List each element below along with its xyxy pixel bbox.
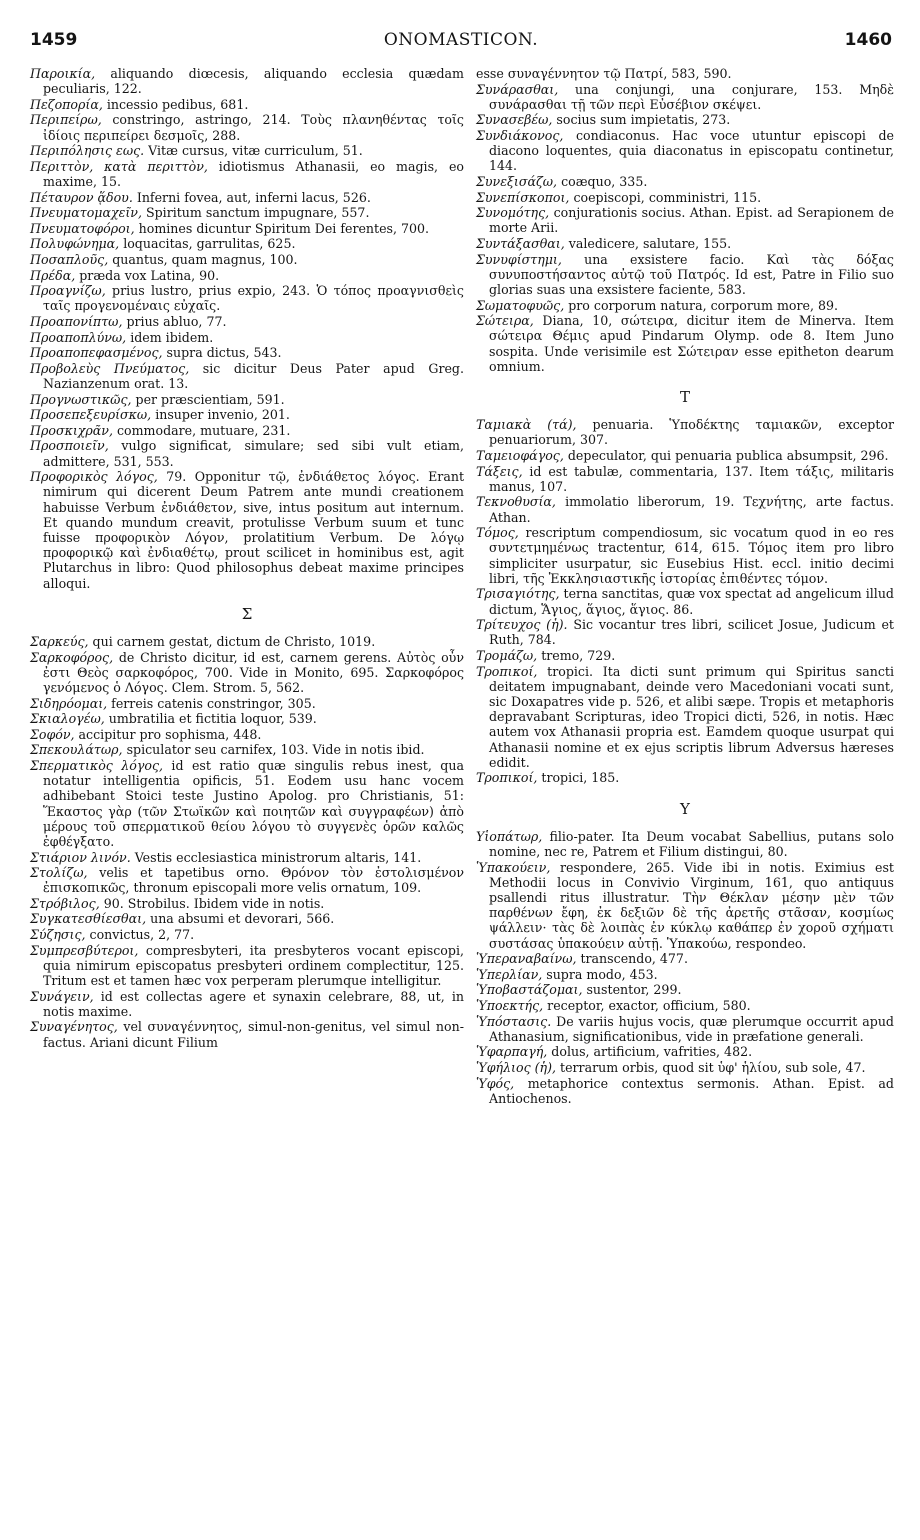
entry-lemma: Πολυφώνημα, xyxy=(30,236,120,252)
entry-definition: Sic vocantur tres libri, scilicet Josue, Judicum et Ruth, 784. xyxy=(489,617,894,648)
entry-definition: filio-pater. Ita Deum vocabat Sabellius, putans solo nomine, nec re, Patrem et Filium distingui, 80. xyxy=(489,828,894,859)
section-letter: T xyxy=(679,387,690,406)
entry-definition: constringo, astringo, 214. Τοὺς πλανηθέντας τοῖς ἰδίοις περιπείρει δεσμοῖς, 288. xyxy=(43,112,464,143)
entry-lemma: Προσεπεξευρίσκω, xyxy=(30,407,152,423)
dictionary-entry xyxy=(30,112,464,142)
entry-lemma: Προαποπεφασμένος, xyxy=(30,345,163,361)
entry-lemma: Παροικία, xyxy=(30,66,96,81)
dictionary-entry xyxy=(476,174,894,189)
dictionary-entry xyxy=(30,221,464,236)
dictionary-entry xyxy=(476,494,894,524)
entry-definition: aliquando diœcesis, aliquando ecclesia quædam peculiaris, 122. xyxy=(43,66,464,97)
entry-definition: sustentor, 299. xyxy=(582,982,682,998)
entry-definition: ferreis catenis constringor, 305. xyxy=(107,695,316,711)
dictionary-entry xyxy=(30,438,464,468)
entry-definition: dolus, artificium, vafrities, 482. xyxy=(547,1044,753,1060)
entry-lemma: Σύζησις, xyxy=(30,927,86,943)
dictionary-entry xyxy=(476,252,894,298)
dictionary-entry xyxy=(30,345,464,360)
dictionary-entry xyxy=(476,298,894,313)
dictionary-entry xyxy=(476,313,894,374)
dictionary-entry xyxy=(30,268,464,283)
entry-definition: socius sum impietatis, 273. xyxy=(552,112,731,128)
entry-lemma: Σπερματικὸς λόγος, xyxy=(30,757,163,773)
left-column xyxy=(30,66,464,1050)
entry-lemma: Σπεκουλάτωρ, xyxy=(30,742,123,758)
entry-lemma: Πνευματομαχεῖν, xyxy=(30,205,142,221)
dictionary-entry xyxy=(476,525,894,586)
entry-definition: umbratilia et fictitia loquor, 539. xyxy=(104,711,317,727)
entry-definition: supra modo, 453. xyxy=(542,966,658,982)
entry-definition: prius lustro, prius expio, 243. Ὁ τόπος προαγνισθεὶς ταῖς προγενομέναις εὐχαῖς. xyxy=(43,283,464,314)
page-number-right: 1460 xyxy=(844,30,892,50)
entry-lemma: Ὑπακούειν, xyxy=(476,859,551,875)
entry-definition: una absumi et devorari, 566. xyxy=(146,911,335,927)
dictionary-entry xyxy=(476,128,894,174)
entry-definition: valedicere, salutare, 155. xyxy=(564,235,732,251)
entry-definition: Inferni fovea, aut, inferni lacus, 526. xyxy=(132,189,371,205)
entry-lemma: Στρόβιλος, xyxy=(30,895,100,911)
dictionary-entry xyxy=(476,448,894,463)
entry-lemma: Περιπόλησις εως. xyxy=(30,143,145,159)
dictionary-entry xyxy=(30,865,464,895)
entry-lemma: Συνομότης, xyxy=(476,205,550,221)
entry-definition: idem ibidem. xyxy=(126,329,214,345)
dictionary-entry xyxy=(30,989,464,1019)
entry-lemma: Ὑφός, xyxy=(476,1075,515,1091)
entry-lemma: Ταμειοφάγος, xyxy=(476,447,564,463)
dictionary-entry xyxy=(30,727,464,742)
entry-lemma: Υἱοπάτωρ, xyxy=(476,828,543,844)
entry-definition: coepiscopi, comministri, 115. xyxy=(569,189,762,205)
entry-definition: penuaria. Ὑποδέκτης ταμιακῶν, exceptor penuariorum, 307. xyxy=(489,417,894,448)
entry-definition: tropici. Ita dicti sunt primum qui Spiritus sancti deitatem impugnabant, deinde vero Macedoniani vocati sunt, sic Doxapatres vide p. 526, et alibi sæpe. Tropis et metaphoris depravabant Scripturas, ideo Tropici dicti, 526, in notis. Hæc autem vox Athanasii propria est. Eamdem quoque usurpat qui Athanasii nomine et ex ejus scriptis librum Adversus hæreses edidit. xyxy=(489,663,894,770)
dictionary-entry xyxy=(476,951,894,966)
entry-lemma: Σιδηρόομαι, xyxy=(30,695,108,711)
entry-definition: immolatio liberorum, 19. Τεχνήτης, arte factus. Athan. xyxy=(489,494,894,525)
entry-lemma: Συνεπίσκοποι, xyxy=(476,189,570,205)
entry-lemma: Ὑποεκτής, xyxy=(476,997,544,1013)
entry-definition: prius abluo, 77. xyxy=(122,313,227,329)
entry-definition: transcendo, 477. xyxy=(576,951,688,967)
entry-definition: Vestis ecclesiastica ministrorum altaris, 141. xyxy=(130,849,422,865)
entry-lemma: Συνάγειν, xyxy=(30,988,94,1004)
entry-definition: præda vox Latina, 90. xyxy=(75,267,220,283)
dictionary-entry xyxy=(30,190,464,205)
entry-definition: tremo, 729. xyxy=(537,647,616,663)
entry-lemma: Τροπικοί, xyxy=(476,770,538,786)
entry-definition: loquacitas, garrulitas, 625. xyxy=(119,236,296,252)
section-letter: Υ xyxy=(680,799,690,818)
entry-lemma: Σώτειρα, xyxy=(476,313,534,329)
dictionary-entry xyxy=(30,696,464,711)
entry-lemma: Ὑπεραναβαίνω, xyxy=(476,951,577,967)
entry-lemma: Τρίτευχος (ἡ). xyxy=(476,617,568,633)
entry-definition: condiaconus. Hac voce utuntur episcopi de diacono loquentes, quia diaconatus in episcopatu continetur, 144. xyxy=(489,127,894,174)
dictionary-entry xyxy=(30,283,464,313)
dictionary-entry xyxy=(30,330,464,345)
entry-definition: receptor, exactor, officium, 580. xyxy=(543,997,751,1013)
entry-definition: quantus, quam magnus, 100. xyxy=(108,251,298,267)
entry-lemma: Σοφόν, xyxy=(30,726,75,742)
entry-lemma: Συνασεβέω, xyxy=(476,112,553,128)
entry-definition: accipitur pro sophisma, 448. xyxy=(74,726,262,742)
dictionary-entry xyxy=(476,967,894,982)
entry-lemma: Προγνωστικῶς, xyxy=(30,391,132,407)
dictionary-entry xyxy=(30,392,464,407)
dictionary-entry xyxy=(30,143,464,158)
entry-definition: insuper invenio, 201. xyxy=(151,407,290,423)
entry-definition: id est tabulæ, commentaria, 137. Item τάξις, militaris manus, 107. xyxy=(489,463,894,494)
entry-definition: sic dicitur Deus Pater apud Greg. Nazianzenum orat. 13. xyxy=(43,360,465,391)
entry-lemma: Πέταυρον ᾅδου. xyxy=(30,189,133,205)
entry-lemma: Προσκιχρᾶν, xyxy=(30,422,113,438)
entry-lemma: Συναγένητος, xyxy=(30,1019,118,1035)
entry-lemma: Προφορικὸς λόγος, xyxy=(30,469,158,485)
dictionary-entry xyxy=(476,82,894,112)
dictionary-entry xyxy=(476,464,894,494)
dictionary-entry xyxy=(30,423,464,438)
entry-definition: per præscientiam, 591. xyxy=(131,391,285,407)
entry-lemma: Σαρκοφόρος, xyxy=(30,649,114,665)
entry-definition: Spiritum sanctum impugnare, 557. xyxy=(141,205,370,221)
entry-lemma: Συνεξισάζω, xyxy=(476,173,558,189)
entry-lemma: Πεζοπορία, xyxy=(30,96,103,112)
entry-lemma: Ὑποβαστάζομαι, xyxy=(476,982,583,998)
dictionary-entry xyxy=(30,314,464,329)
entry-definition: vulgo significat, simulare; sed sibi vult etiam, admittere, 531, 553. xyxy=(43,438,464,469)
entry-definition: convictus, 2, 77. xyxy=(85,927,195,943)
entry-lemma: Ταμιακὰ (τά), xyxy=(476,417,577,433)
dictionary-entry xyxy=(476,829,894,859)
entry-definition: qui carnem gestat, dictum de Christo, 1019. xyxy=(88,633,376,649)
entry-definition: respondere, 265. Vide ibi in notis. Eximius est Methodii locus in Convivio Virginum, 161, quo antiquus psallendi ritus illustratur. Τὴν Θέκλαν μέσην μὲν τῶν παρθένων ἔφη, ἐκ δεξιῶν δὲ τῆς ἀρετῆς στᾶσαν, κοσμίως ψάλλειν· τὰς δὲ λοιπὰς ἐν κύκλῳ καθάπερ ἐν χοροῦ σχήματι συστάσας ὑπακούειν αὐτῇ. Ὑπακούω, respondeo. xyxy=(489,859,894,951)
dictionary-entry xyxy=(476,205,894,235)
right-column xyxy=(476,66,894,1106)
entry-lemma: Τροπικοί, xyxy=(476,663,538,679)
entry-definition: spiculator seu carnifex, 103. Vide in notis ibid. xyxy=(122,742,425,758)
entry-definition: supra dictus, 543. xyxy=(162,345,282,361)
entry-definition: pro corporum natura, corporum more, 89. xyxy=(564,297,838,313)
entry-lemma: Ὑπερλίαν, xyxy=(476,966,543,982)
dictionary-entry xyxy=(476,770,894,785)
entry-definition: 79. Opponitur τῷ, ἐνδιάθετος λόγος. Erant nimirum qui dicerent Deum Patrem ante mundi creationem habuisse Verbum ἐνδιάθετον, sive, intus positum aut internum. Et quando mundum creavit, protulisse Verbum suum et tunc fuisse προφορικὸν Λόγον, prolatitium Verbum. De λόγῳ προφορικῷ καὶ ἐνδιαθέτῳ, prout scilicet in hominibus est, agit Plutarchus in libro: Quod philosophus debeat maxime principes alloqui. xyxy=(43,469,465,591)
dictionary-entry xyxy=(476,112,894,127)
dictionary-entry xyxy=(30,850,464,865)
dictionary-entry xyxy=(30,97,464,112)
entry-lemma: Προσποιεῖν, xyxy=(30,438,109,454)
entry-lemma: Τόμος, xyxy=(476,525,519,541)
entry-lemma: Ὑφαρπαγή, xyxy=(476,1044,548,1060)
entry-definition: Vitæ cursus, vitæ curriculum, 51. xyxy=(144,143,363,159)
entry-definition: De variis hujus vocis, quæ plerumque occurrit apud Athanasium, significationibus, vide in præfatione generali. xyxy=(489,1013,894,1044)
entry-definition: id est collectas agere et synaxin celebrare, 88, ut, in notis maxime. xyxy=(43,988,464,1019)
dictionary-entry xyxy=(30,159,464,189)
dictionary-entry xyxy=(476,1076,894,1106)
entry-lemma: Συνάρασθαι, xyxy=(476,81,559,97)
entry-lemma: Ὑπόστασις. xyxy=(476,1013,552,1029)
entry-lemma: Σκιαλογέω, xyxy=(30,711,105,727)
entry-definition: velis et tapetibus orno. Θρόνον τὸν ἐστολισμένον ἐπισκοπικῶς, thronum episcopali more velis ornatum, 109. xyxy=(43,865,464,896)
entry-lemma: Πνευματοφόροι, xyxy=(30,220,135,236)
dictionary-entry xyxy=(476,664,894,770)
entry-definition: commodare, mutuare, 231. xyxy=(112,422,291,438)
entry-lemma: Προαγνίζω, xyxy=(30,283,106,299)
entry-definition: id est ratio quæ singulis rebus inest, qua notatur intelligentia opificis, 51. Eodem usu hanc vocem adhibebant Stoici teste Justino Apolog. pro Christianis, 51: Ἕκαστος γὰρ (τῶν Στωϊκῶν καὶ ποιητῶν καὶ συγγραφέων) ἀπὸ μέρους τοῦ σπερματικοῦ θείου λόγου τὸ συγγενὲς ὁρῶν καλῶς ἐφθέγξατο. xyxy=(43,757,464,849)
dictionary-entry xyxy=(476,66,894,81)
dictionary-entry xyxy=(476,1044,894,1059)
dictionary-entry xyxy=(476,648,894,663)
entry-definition: rescriptum compendiosum, sic vocatum quod in eo res συντετμημένως tractentur, 614, 615. Τόμος item pro libro simpliciter usurpatur, sic Eusebius Hist. eccl. initio decimi libri, τῆς Ἐκκλησιαστικῆς ἱστορίας ἐπιθέντες τόμον. xyxy=(489,525,894,586)
dictionary-entry xyxy=(30,407,464,422)
dictionary-entry xyxy=(30,711,464,726)
dictionary-entry xyxy=(30,252,464,267)
entry-lemma: Τεκνοθυσία, xyxy=(476,494,556,510)
entry-lemma: Συνυφίστημι, xyxy=(476,251,562,267)
entry-definition: coæquo, 335. xyxy=(557,173,648,189)
dictionary-entry xyxy=(30,911,464,926)
entry-lemma: Συντάξασθαι, xyxy=(476,235,565,251)
entry-definition: terna sanctitas, quæ vox spectat ad angelicum illud dictum, Ἅγιος, ἅγιος, ἅγιος. 86. xyxy=(489,586,894,617)
entry-lemma: Συμπρεσβύτεροι, xyxy=(30,942,139,958)
entry-lemma: Σωματοφυῶς, xyxy=(476,297,565,313)
entry-lemma: Προαπονίπτω, xyxy=(30,313,123,329)
dictionary-entry xyxy=(30,469,464,591)
entry-lemma: Τάξεις, xyxy=(476,463,523,479)
entry-definition: idiotismus Athanasii, eo magis, eo maxime, 15. xyxy=(43,158,464,189)
dictionary-entry xyxy=(30,650,464,696)
entry-definition: vel συναγέννητος, simul-non-genitus, vel simul non-factus. Ariani dicunt Filium xyxy=(43,1019,464,1050)
dictionary-entry xyxy=(30,634,464,649)
dictionary-entry xyxy=(476,617,894,647)
dictionary-entry xyxy=(30,927,464,942)
dictionary-entry xyxy=(476,586,894,616)
dictionary-entry xyxy=(476,1014,894,1044)
entry-definition: incessio pedibus, 681. xyxy=(102,96,249,112)
entry-definition: depeculator, qui penuaria publica absumpsit, 296. xyxy=(563,447,889,463)
entry-lemma: Προβολεὺς Πνεύματος, xyxy=(30,360,190,376)
dictionary-entry xyxy=(476,1060,894,1075)
entry-lemma: Τρομάζω, xyxy=(476,647,538,663)
dictionary-entry xyxy=(476,417,894,447)
dictionary-entry xyxy=(30,205,464,220)
entry-definition: de Christo dicitur, id est, carnem gerens. Αὐτὸς οὖν ἐστι Θεὸς σαρκοφόρος, 700. Vide in Monito, 695. Σαρκοφόρος γενόμενος ὁ Λόγος. Clem. Strom. 5, 562. xyxy=(43,649,464,695)
dictionary-entry xyxy=(30,742,464,757)
dictionary-entry xyxy=(30,66,464,96)
entry-definition: conjurationis socius. Athan. Epist. ad Serapionem de morte Arii. xyxy=(489,205,894,236)
entry-definition: Diana, 10, σώτειρα, dicitur item de Minerva. Item σώτειρα Θέμις apud Pindarum Olymp. ode 8. Item Juno sospita. Unde verisimile est Σώτειραν esse epitheton dearum omnium. xyxy=(489,313,894,374)
entry-definition: metaphorice contextus sermonis. Athan. Epist. ad Antiochenos. xyxy=(489,1075,894,1106)
entry-lemma: Ποσαπλοῦς, xyxy=(30,251,109,267)
entry-definition: una conjungi, una conjurare, 153. Μηδὲ συνάρασθαι τῇ τῶν περὶ Εὐσέβιον σκέψει. xyxy=(489,81,894,112)
page-header xyxy=(30,30,892,54)
running-title: ONOMASTICON. xyxy=(383,30,539,50)
entry-lemma: Περιπείρω, xyxy=(30,112,102,128)
dictionary-entry xyxy=(476,190,894,205)
entry-definition: una exsistere facio. Καὶ τὰς δόξας συνυποστήσαντος αὐτῷ τοῦ Πατρός. Id est, Patre in Filio suo glorias suas una exsistere faciente, 583. xyxy=(489,251,894,297)
entry-lemma: Στιάριον λινόν. xyxy=(30,849,131,865)
entry-definition: homines dicuntur Spiritum Dei ferentes, 700. xyxy=(134,220,430,236)
dictionary-entry xyxy=(30,361,464,391)
dictionary-entry xyxy=(30,896,464,911)
entry-lemma: Περιττὸν, κατὰ περιττὸν, xyxy=(30,158,208,174)
dictionary-entry xyxy=(30,943,464,989)
entry-definition: terrarum orbis, quod sit ὑφ' ἡλίου, sub sole, 47. xyxy=(556,1059,866,1075)
dictionary-entry xyxy=(476,236,894,251)
dictionary-entry xyxy=(476,982,894,997)
entry-lemma: Ὑφήλιος (ἡ), xyxy=(476,1059,557,1075)
section-letter: Σ xyxy=(241,604,253,623)
dictionary-entry xyxy=(30,758,464,849)
dictionary-entry xyxy=(30,236,464,251)
entry-lemma: Στολίζω, xyxy=(30,865,88,881)
entry-lemma: Συγκατεσθίεσθαι, xyxy=(30,911,147,927)
entry-lemma: Πρέδα, xyxy=(30,267,76,283)
entry-definition: 90. Strobilus. Ibidem vide in notis. xyxy=(99,895,325,911)
entry-definition: compresbyteri, ita presbyteros vocant episcopi, quia nimirum episcopatus presbyteri ordinem complectitur, 125. Tritum est et tamen hæc vox perperam plerumque intelligitur. xyxy=(43,942,464,989)
dictionary-entry xyxy=(30,1019,464,1049)
entry-definition: esse συναγέννητον τῷ Πατρί, 583, 590. xyxy=(476,66,732,81)
entry-lemma: Σαρκεύς, xyxy=(30,633,89,649)
page-number-left: 1459 xyxy=(30,30,78,50)
entry-definition: tropici, 185. xyxy=(537,770,620,786)
entry-lemma: Τρισαγιότης, xyxy=(476,586,560,602)
entry-lemma: Συνδιάκονος, xyxy=(476,127,564,143)
entry-lemma: Προαποπλύνω, xyxy=(30,329,127,345)
dictionary-entry xyxy=(476,998,894,1013)
dictionary-entry xyxy=(476,860,894,951)
